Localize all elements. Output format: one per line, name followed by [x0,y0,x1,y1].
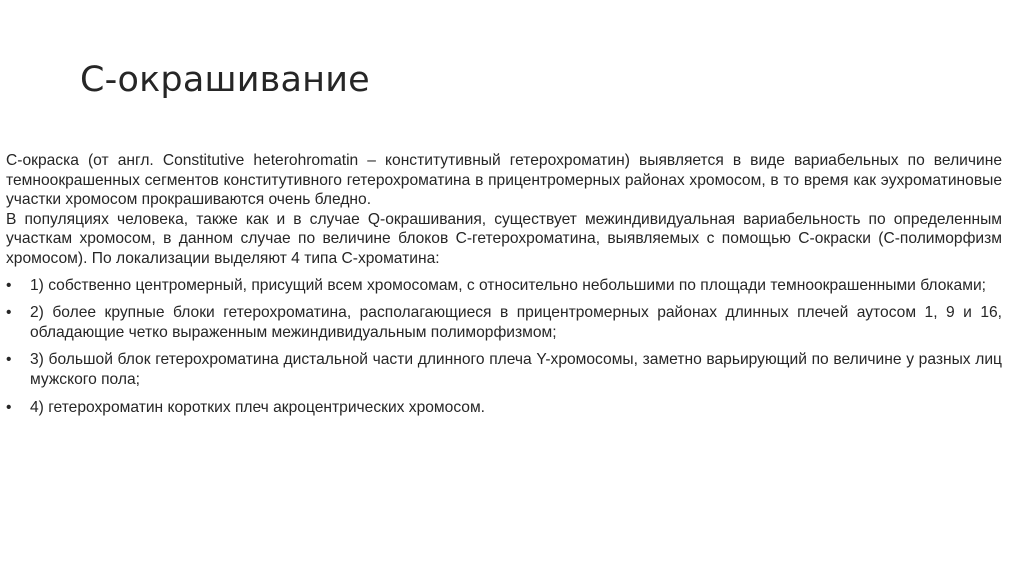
slide-body [6,151,1002,417]
slide-title: C-окрашивание [80,60,370,100]
bullet-icon: • [6,398,12,416]
bullet-text: 2) более крупные блоки гетерохроматина, располагающиеся в прицентромерных районах длинных плечей аутосом 1, 9 и 16, обладающие четко выраженным межиндивидуальным полиморфизмом; [30,304,1002,341]
paragraph-polymorphism: В популяциях человека, также как и в случае Q-окрашивания, существует межиндивидуальная вариабельность по определенным участкам хромосом, в данном случае по величине блоков С-гетерохроматина, выявляемых с помощью С-окраски (С-полиморфизм хромосом). По локализации выделяют 4 типа С-хроматина: [6,210,1002,267]
bullet-text: 1) собственно центромерный, присущий всем хромосомам, с относительно небольшими по площади темноокрашенными блоками; [30,276,986,294]
bullet-item-1 [6,276,1002,296]
bullet-text: 4) гетерохроматин коротких плеч акроцентрических хромосом. [30,398,486,416]
bullet-item-4 [6,398,1002,418]
bullet-icon: • [6,304,12,322]
bullet-icon: • [6,351,12,369]
bullet-item-2 [6,303,1002,342]
bullet-icon: • [6,276,12,294]
bullet-item-3 [6,350,1002,389]
bullet-list [6,276,1002,418]
paragraph-c-staining-definition: С-окраска (от англ. Constitutive heterohromatin – конститутивный гетерохроматин) выявляется в виде вариабельных по величине темноокрашенных сегментов конститутивного гетерохроматина в прицентромерных районах хромосом, в то время как эухроматиновые участки хромосом прокрашиваются очень бледно. [6,152,1002,209]
bullet-text: 3) большой блок гетерохроматина дистальной части длинного плеча Y-хромосомы, заметно варьирующий по величине у разных лиц мужского пола; [30,351,1002,388]
